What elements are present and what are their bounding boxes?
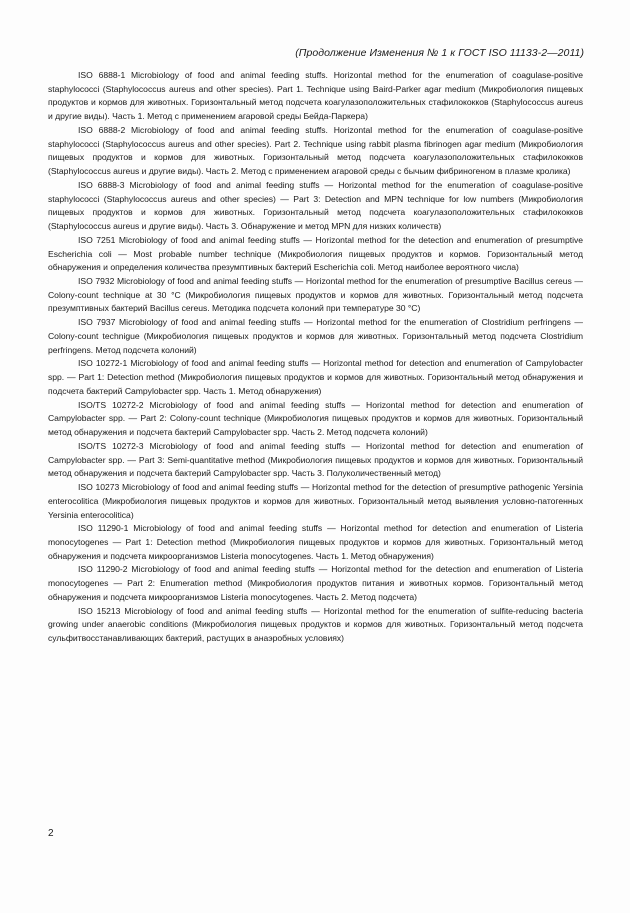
reference-item-iso-ts-10272-3: ISO/TS 10272-3 Microbiology of food and animal feeding stuffs — Horizontal method for detection and enumeration of Campylobacter spp. — Part 3: Semi-quantitative method (Микробиология пищевых продуктов и кормов для животных. Горизонтальный метод обнаружения и подсчета бактерий Campylobacter spp. Часть 3. Полуколичественный метод) bbox=[48, 440, 583, 479]
reference-item-iso-ts-10272-2: ISO/TS 10272-2 Microbiology of food and animal feeding stuffs — Horizontal method for detection and enumeration of Campylobacter spp. — Part 2: Colony-count technique (Микробиология пищевых продуктов и кормов для животных. Горизонтальный метод обнаружения и подсчета бактерий Campylobacter spp. Часть 2. Метод подсчета колоний) bbox=[48, 399, 583, 438]
reference-list bbox=[48, 69, 583, 646]
reference-item-iso-7937: ISO 7937 Microbiology of food and animal feeding stuffs — Horizontal method for the enumeration of Clostridium perfringens — Colony-count technigue (Микробиология пищевых продуктов и кормов для животных. Горизонтальный метод подсчета Clostridium perfringens. Метод подсчета колоний) bbox=[48, 317, 583, 355]
reference-item-iso-11290-2: ISO 11290-2 Microbiology of food and animal feeding stuffs — Horizontal method for the detection and enumeration of Listeria monocytogenes — Part 2: Enumeration method (Микробиология продуктов питания и животных кормов. Горизонтальный метод обнаружения и подсчета микроорганизмов Listeria monocytogenes. Часть 2. Метод подсчета) bbox=[48, 564, 583, 602]
reference-item-iso-6888-1: ISO 6888-1 Microbiology of food and animal feeding stuffs. Horizontal method for the enumeration of coagulase-positive staphylococci (Staphylococcus aureus and other species). Part 1. Technique using Baird-Parker agar medium (Микробиология пищевых продуктов и кормов для животных. Горизонтальный метод подсчета коагулазоположительных стафилококков (Staphylococcus aureus и другие виды). Часть 1. Метод с применением агаровой среды Бейда-Паркера) bbox=[48, 70, 583, 122]
reference-item-iso-6888-2: ISO 6888-2 Microbiology of food and animal feeding stuffs. Horizontal method for the enumeration of coagulase-positive staphylococci (Staphylococcus aureus and other species). Part 2. Technique using rabbit plasma fibrinogen agar medium (Микробиология пищевых продуктов и кормов для животных. Горизонтальный метод подсчета коагулазоположительных стафилококков (Staphylococcus aureus и другие виды). Часть 2. Метод с применением агаровой среды с бычьим фибриногеном в плазме кролика) bbox=[48, 124, 583, 177]
reference-item-iso-6888-3: ISO 6888-3 Microbiology of food and animal feeding stuffs — Horizontal method for the enumeration of coagulase-positive staphylococci (Staphylococcus aureus and other species) — Part 3: Detection and MPN technique for low numbers (Микробиология пищевых продуктов и кормов для животных. Горизонтальный метод подсчета коагулазоположительных стафилококков (Staphylococcus aureus и другие виды). Часть 3. Обнаружение и метод MPN для низких количеств) bbox=[48, 179, 583, 232]
reference-item-iso-11290-1: ISO 11290-1 Microbiology of food and animal feeding stuffs — Horizontal method for detection and enumeration of Listeria monocytogenes — Part 1: Detection method (Микробиология пищевых продуктов и кормов для животных. Горизонтальный метод обнаружения и подсчета микроорганизмов Listeria monocytogenes. Часть 1. Метод обнаружения) bbox=[48, 523, 583, 561]
reference-item-iso-10272-1: ISO 10272-1 Microbiology of food and animal feeding stuffs — Horizontal method for detection and enumeration of Campylobacter spp. — Part 1: Detection method (Микробиология пищевых продуктов и кормов для животных. Горизонтальный метод обнаружения и подсчета бактерий Campylobacter spp. Часть 1. Метод обнаружения) bbox=[48, 358, 583, 396]
reference-item-iso-10273: ISO 10273 Microbiology of food and animal feeding stuffs — Horizontal method for the detection of presumptive pathogenic Yersinia enterocolitica (Микробиология пищевых продуктов и кормов для животных. Горизонтальный метод выявления условно-патогенных Yersinia enterocolitica) bbox=[48, 482, 583, 520]
reference-item-iso-15213: ISO 15213 Microbiology of food and animal feeding stuffs — Horizontal method for the enumeration of sulfite-reducing bacteria growing under anaerobic conditions (Микробиология пищевых продуктов и кормов для животных. Горизонтальный метод подсчета сульфитвосстанавливающих бактерий, растущих в анаэробных условиях) bbox=[48, 605, 583, 644]
page-number: 2 bbox=[48, 828, 54, 839]
reference-item-iso-7251: ISO 7251 Microbiology of food and animal feeding stuffs — Horizontal method for the detection and enumeration of presumptive Escherichia coli — Most probable number technique (Микробиология пищевых продуктов и кормов. Горизонтальный метод обнаружения и определения количества презумптивных бактерий Escherichia coli. Метод наиболее вероятного числа) bbox=[48, 234, 583, 273]
running-header: (Продолжение Изменения № 1 к ГОСТ ISO 11133-2—2011) bbox=[295, 47, 584, 59]
reference-item-iso-7932: ISO 7932 Microbiology of food and animal feeding stuffs — Horizontal method for the enumeration of presumptive Bacillus cereus — Colony-count technique at 30 °C (Микробиология пищевых продуктов и кормов для животных. Горизонтальный метод подсчета презумптивных бактерий Bacillus cereus. Методика подсчета колоний при температуре 30 °C) bbox=[48, 276, 583, 314]
